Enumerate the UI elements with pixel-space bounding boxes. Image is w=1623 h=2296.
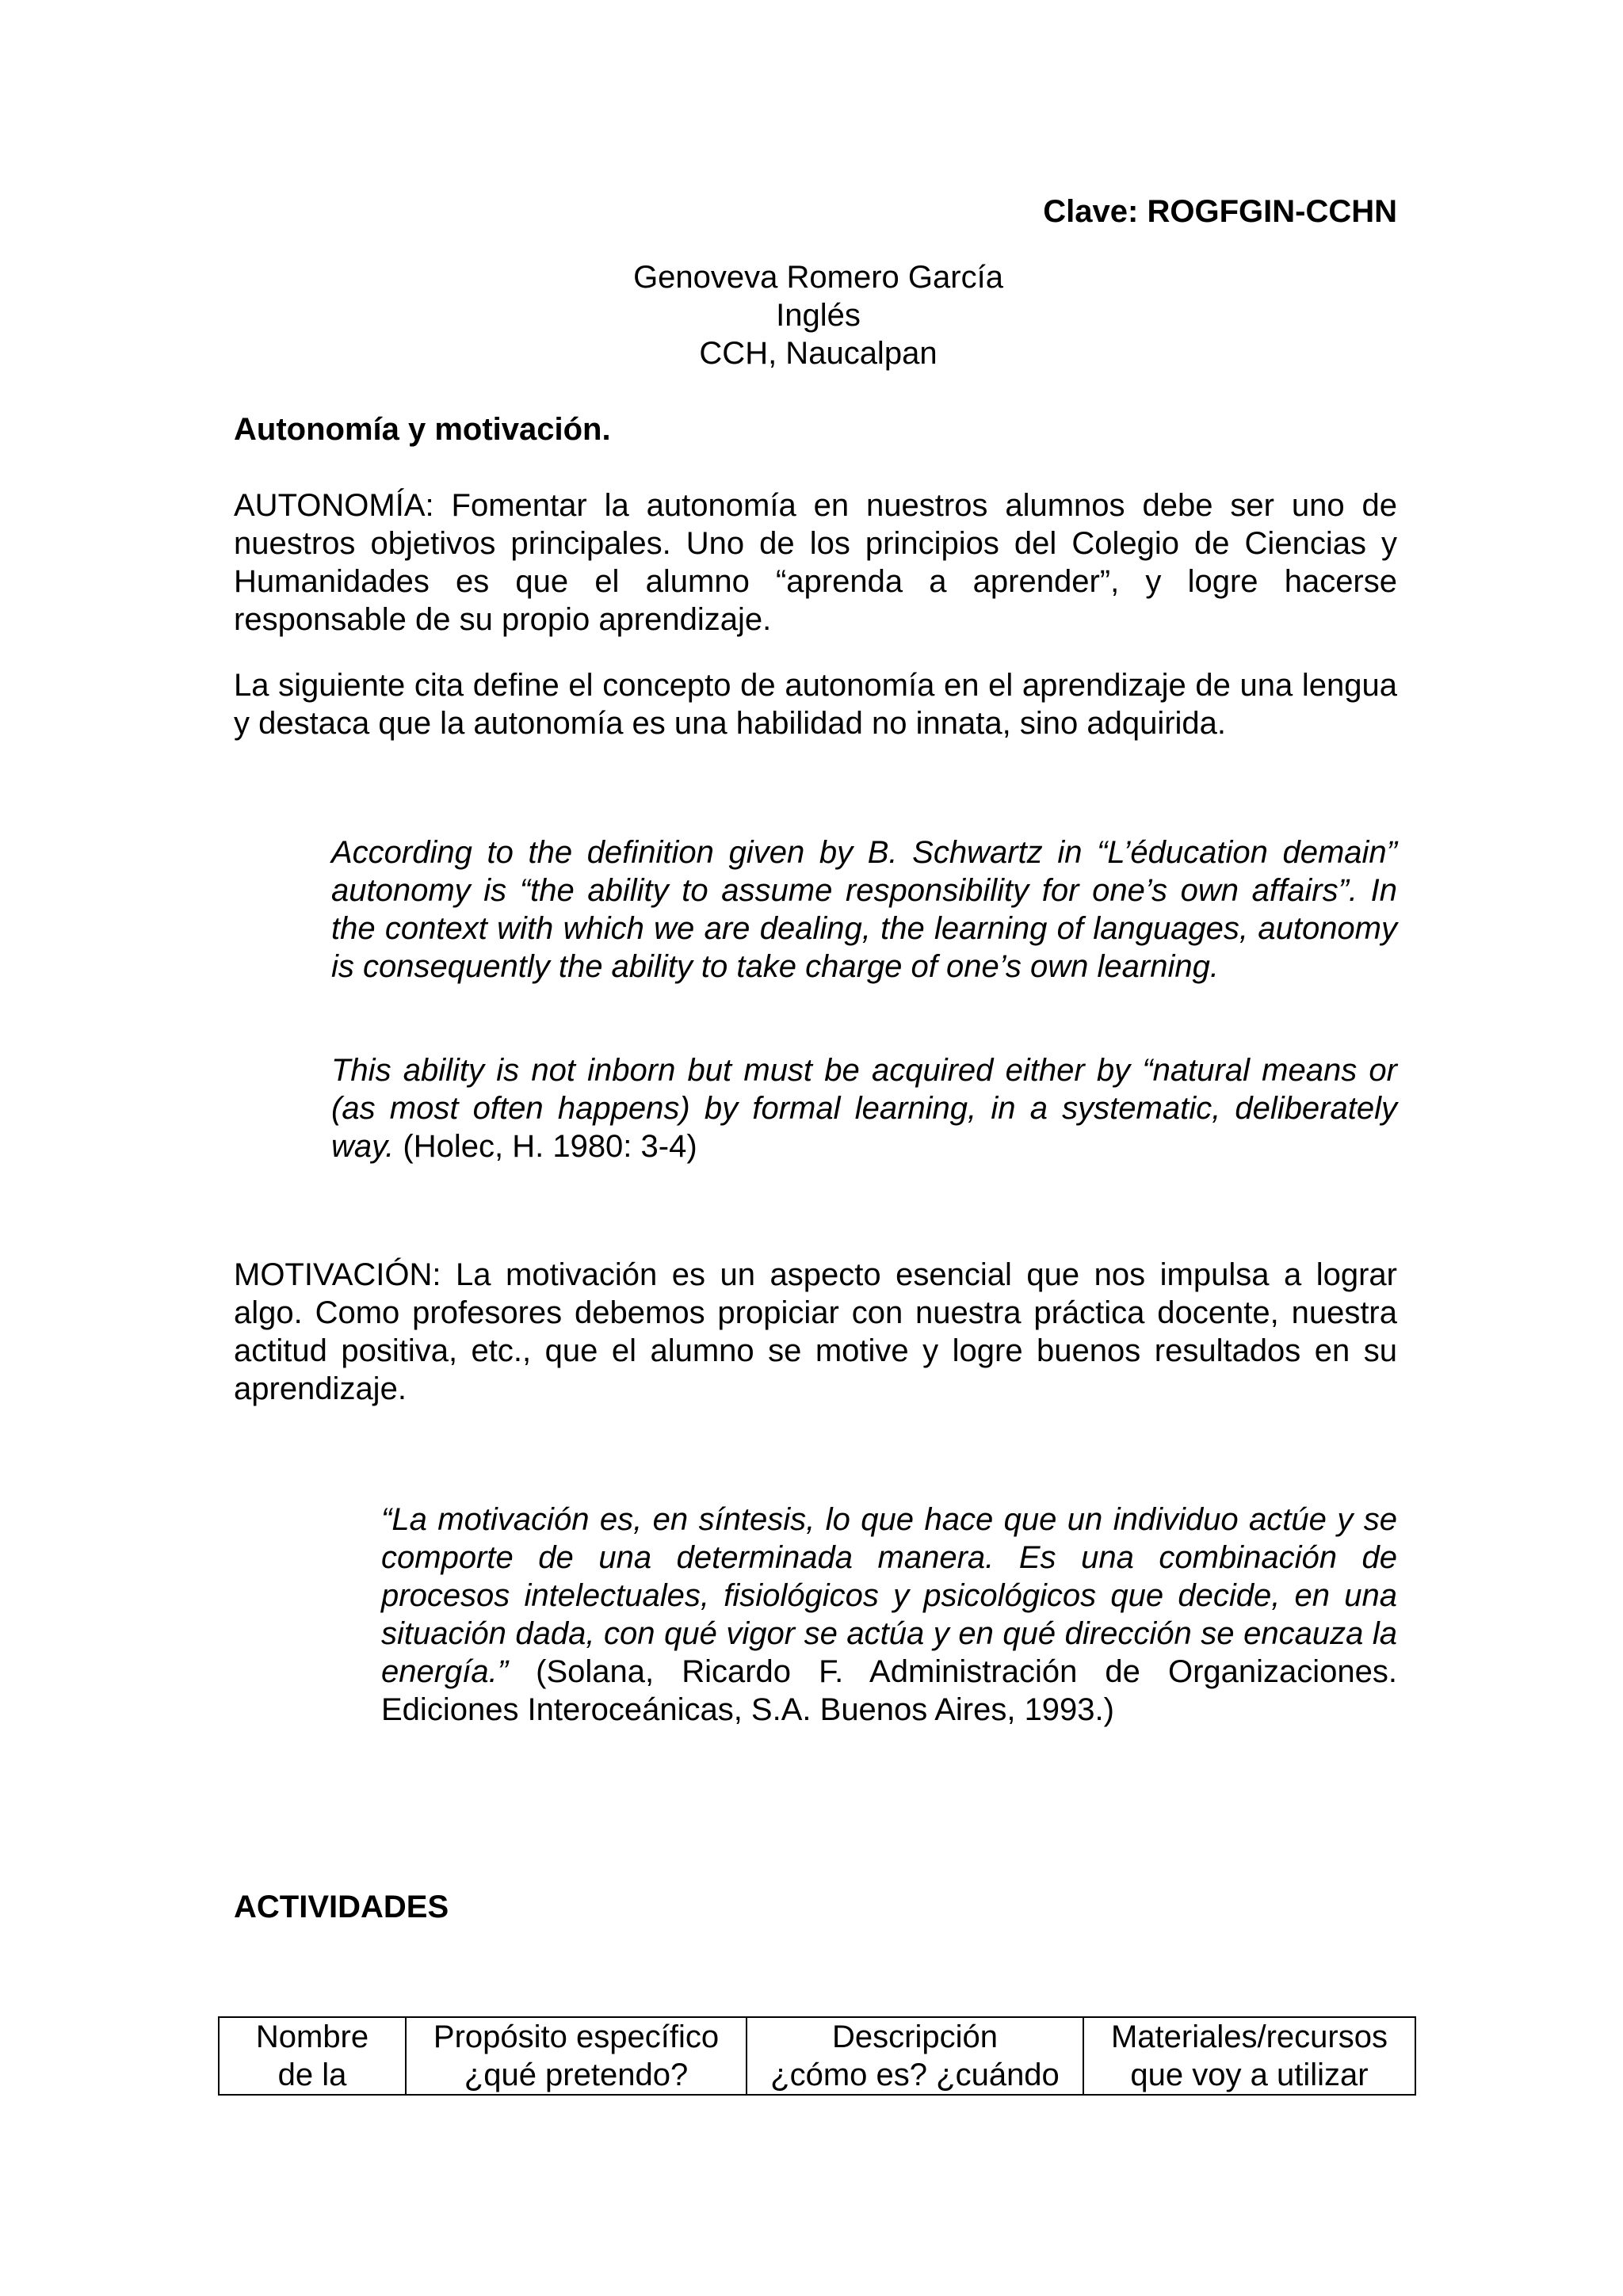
table-header-line: de la — [277, 2058, 347, 2092]
table-header-row — [219, 2017, 1415, 2095]
table-header-line: que voy a utilizar — [1130, 2058, 1369, 2092]
solana-citation: (Solana, Ricardo F. Administración de Organizaciones. Ediciones Interoceánicas, S.A. Buenos Aires, 1993.) — [381, 1654, 1397, 1727]
actividades-heading: ACTIVIDADES — [234, 1890, 449, 1924]
motivacion-paragraph: MOTIVACIÓN: La motivación es un aspecto esencial que nos impulsa a lograr algo. Como profesores debemos propiciar con nuestra práctica docente, nuestra actitud positiva, etc., que el alumno se motive y logre buenos resultados en su aprendizaje. — [234, 1257, 1397, 1406]
holec-quote-text: This ability is not inborn but must be acquired either by “natural means or (as most often happens) by formal learning, in a systematic, deliberately way. — [331, 1053, 1397, 1164]
author-block — [551, 258, 1086, 372]
table-header-line: Materiales/recursos — [1110, 2019, 1388, 2054]
holec-quote-paragraph-2 — [331, 1051, 1397, 1165]
institution-name: CCH, Naucalpan — [699, 336, 938, 371]
table-header-proposito — [406, 2017, 747, 2095]
document-title: Autonomía y motivación. — [234, 412, 611, 447]
table-header-line: Propósito específico — [433, 2019, 720, 2054]
table-header-descripcion — [747, 2017, 1083, 2095]
holec-quote-paragraph-1: According to the definition given by B. Schwartz in “L’éducation demain” autonomy is “the ability to assume responsibility for one’s own affairs”. In the context with which we are dealing, the learning of languages, autonomy is consequently the ability to take charge of one’s own learning. — [331, 835, 1397, 984]
document-code: Clave: ROGFGIN-CCHN — [1043, 194, 1397, 229]
quote-intro-paragraph: La siguiente cita define el concepto de autonomía en el aprendizaje de una lengua y destaca que la autonomía es una habilidad no innata, sino adquirida. — [234, 668, 1397, 741]
table-header-line: Descripción — [832, 2019, 998, 2054]
solana-quote — [381, 1501, 1397, 1729]
activities-table — [218, 2016, 1416, 2096]
holec-citation: (Holec, H. 1980: 3-4) — [394, 1129, 697, 1164]
table-header-line: Nombre — [255, 2019, 369, 2054]
author-name: Genoveva Romero García — [633, 260, 1003, 295]
table-header-line: ¿cómo es? ¿cuándo — [770, 2058, 1060, 2092]
subject-name: Inglés — [776, 298, 861, 333]
autonomia-paragraph: AUTONOMÍA: Fomentar la autonomía en nuestros alumnos debe ser uno de nuestros objetivos principales. Uno de los principios del Colegio de Ciencias y Humanidades es que el alumno “aprenda a aprender”, y logre hacerse responsable de su propio aprendizaje. — [234, 488, 1397, 637]
table-header-nombre — [219, 2017, 406, 2095]
table-header-materiales — [1083, 2017, 1415, 2095]
table-header-line: ¿qué pretendo? — [464, 2058, 689, 2092]
solana-quote-text: “La motivación es, en síntesis, lo que hace que un individuo actúe y se comporte de una determinada manera. Es una combinación de procesos intelectuales, fisiológicos y psicológicos que decide, en una situación dada, con qué vigor se actúa y en qué dirección se encauza la energía.” — [381, 1502, 1397, 1689]
